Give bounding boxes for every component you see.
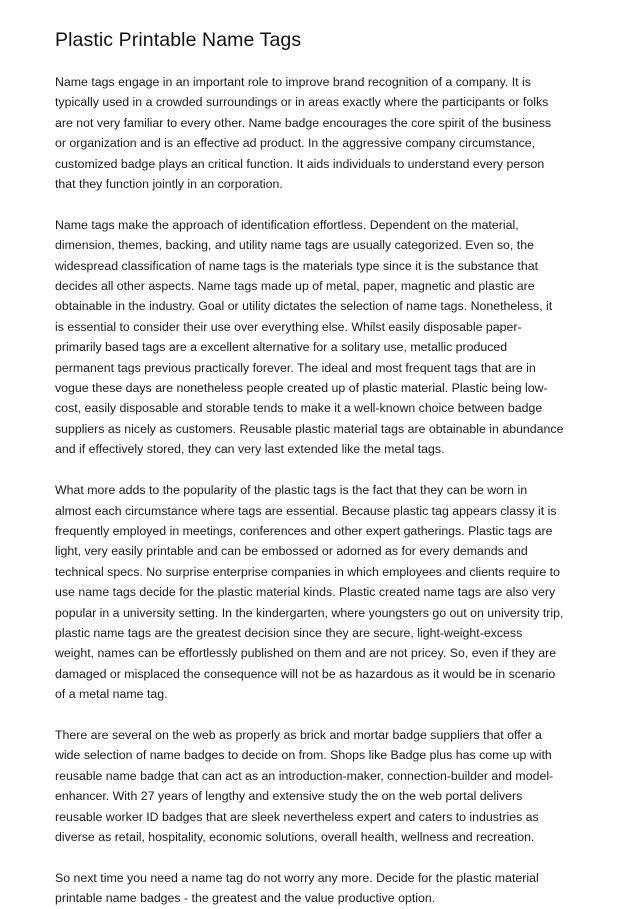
paragraph-line: suppliers as nicely as customers. Reusable plastic material tags are obtainable in abundance — [55, 421, 564, 436]
paragraph-line: primarily based tags are a excellent alternative for a solitary use, metallic produced — [55, 340, 508, 355]
paragraph-line: are not very familiar to every other. Name badge encourages the core spirit of the business — [55, 115, 552, 130]
paragraph-line: Name tags engage in an important role to improve brand recognition of a company. It is — [55, 75, 531, 89]
paragraph-line: widespread classification of name tags is the materials type since it is the substance that — [55, 258, 539, 273]
paragraph-line: cost, easily disposable and storable tends to make it a well-known choice between badge — [55, 401, 543, 416]
paragraph-line: dimension, themes, backing, and utility name tags are usually categorized. Even so, the — [55, 238, 534, 253]
paragraph-line: of a metal name tag. — [55, 687, 168, 702]
paragraph-4 — [55, 725, 588, 847]
paragraph-line: is essential to consider their use over everything else. Whilst easily disposable paper- — [55, 319, 522, 334]
paragraph-line: or organization and is an effective ad product. In the aggressive company circumstance, — [55, 136, 536, 151]
paragraph-line: So next time you need a name tag do not worry any more. Decide for the plastic material — [55, 870, 539, 885]
paragraph-line: decides all other aspects. Name tags made up of metal, paper, magnetic and plastic are — [55, 279, 535, 294]
paragraph-line: typically used in a crowded surroundings or in areas exactly where the participants or folks — [55, 95, 549, 110]
document-title: Plastic Printable Name Tags — [55, 29, 302, 51]
paragraph-line: diverse as retail, hospitality, economic solutions, overall health, wellness and recreation. — [55, 829, 535, 844]
paragraph-line: There are several on the web as properly as brick and mortar badge suppliers that offer a — [55, 727, 542, 742]
paragraph-2 — [55, 215, 588, 460]
paragraph-line: technical specs. No surprise enterprise companies in which employees and clients require to — [55, 564, 560, 579]
paragraph-line: almost each circumstance where tags are essential. Because plastic tag appears classy it is — [55, 503, 557, 518]
paragraph-line: popular in a university setting. In the kindergarten, where youngsters go out on university trip, — [55, 605, 564, 620]
paragraph-line: vogue these days are nonetheless people created up of plastic material. Plastic being low- — [55, 381, 548, 396]
paragraph-line: Name tags make the approach of identification effortless. Dependent on the material, — [55, 217, 519, 232]
paragraph-3 — [55, 480, 588, 704]
paragraph-line: light, very easily printable and can be embossed or adorned as for every demands and — [55, 544, 528, 559]
paragraph-1 — [55, 72, 588, 194]
paragraph-line: and if effectively stored, they can very last extended like the metal tags. — [55, 442, 445, 457]
paragraph-line: reusable worker ID badges that are sleek nevertheless expert and caters to industries as — [55, 809, 539, 824]
paragraph-line: weight, names can be effortlessly published on them and are not pricey. So, even if they are — [55, 646, 557, 661]
paragraph-line: wide selection of name badges to decide on from. Shops like Badge plus has come up with — [55, 748, 552, 763]
paragraph-line: frequently employed in meetings, conferences and other expert gatherings. Plastic tags are — [55, 523, 553, 538]
paragraph-5 — [55, 868, 588, 909]
paragraph-line: customized badge plays an critical function. It aids individuals to understand every person — [55, 156, 545, 171]
paragraph-line: plastic name tags are the greatest decision since they are secure, light-weight-excess — [55, 625, 523, 640]
paragraph-line: damaged or misplaced the consequence will not be as hazardous as it would be in scenario — [55, 666, 556, 681]
paragraph-line: permanent tags previous practically forever. The ideal and most frequent tags that are in — [55, 360, 536, 375]
paragraph-line: that they function jointly in an corporation. — [55, 177, 283, 192]
paragraph-line: reusable name badge that can act as an introduction-maker, connection-builder and model- — [55, 768, 554, 783]
paragraph-line: obtainable in the industry. Goal or utility dictates the selection of name tags. Nonetheless, it — [55, 299, 553, 314]
paragraph-line: printable name badges - the greatest and the value productive option. — [55, 891, 436, 906]
paragraph-line: enhancer. With 27 years of lengthy and extensive study the on the web portal delivers — [55, 789, 523, 804]
paragraph-line: What more adds to the popularity of the plastic tags is the fact that they can be worn in — [55, 483, 528, 498]
paragraph-line: use name tags decide for the plastic material kinds. Plastic created name tags are also very — [55, 585, 556, 600]
